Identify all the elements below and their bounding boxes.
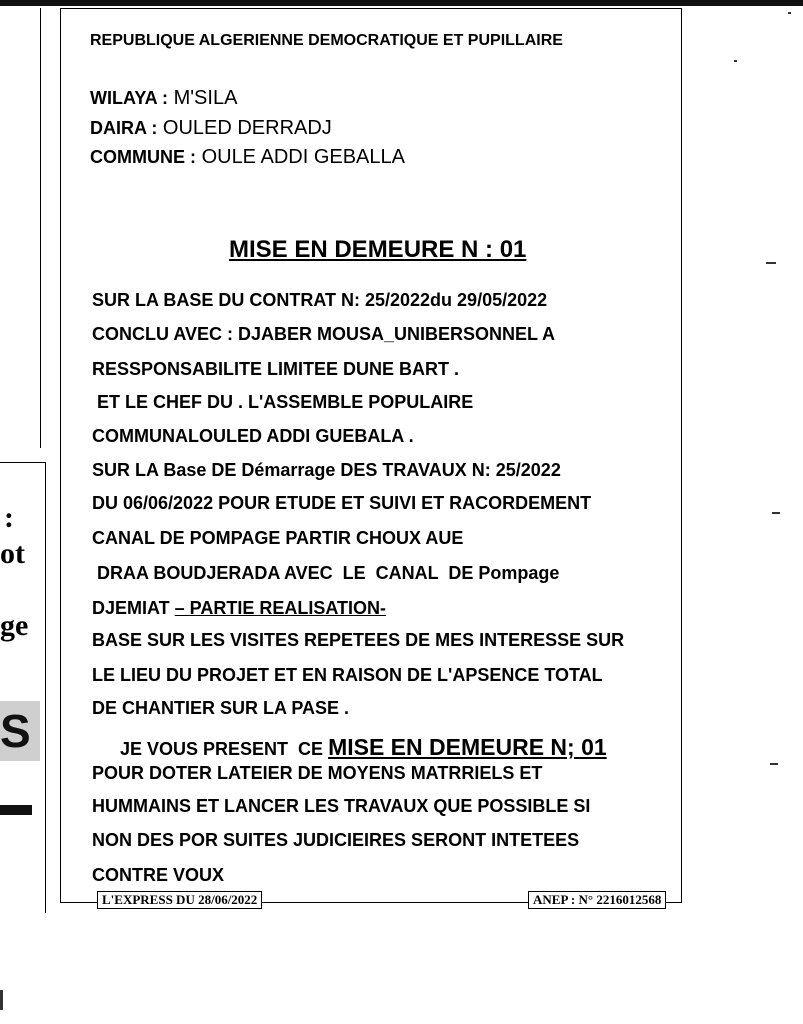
body-line-18: CONTRE VOUX	[92, 865, 225, 885]
adjacent-column-top	[0, 8, 41, 448]
body-line-13: DE CHANTIER SUR LA PASE .	[92, 698, 350, 718]
body-line-17: NON DES POR SUITES JUDICIEIRES SERONT INTETEES	[92, 830, 580, 850]
body-line-3: RESSPONSABILITE LIMITEE DUNE BART .	[92, 359, 460, 379]
republic-header: REPUBLIQUE ALGERIENNE DEMOCRATIQUE ET PUPILLAIRE	[90, 32, 563, 49]
partie-realisation: – PARTIE REALISATION-	[174, 598, 387, 618]
body-line-8: CANAL DE POMPAGE PARTIR CHOUX AUE	[92, 528, 464, 548]
body-line-5: COMMUNALOULED ADDI GUEBALA .	[92, 426, 414, 446]
fragment-colon: :	[4, 501, 14, 534]
body-line-15: POUR DOTER LATEIER DE MOYENS MATRRIELS ET	[92, 763, 543, 783]
scan-speck	[788, 12, 791, 14]
body-line-1: SUR LA BASE DU CONTRAT N: 25/2022du 29/05/2022	[92, 290, 548, 310]
notice-title: MISE EN DEMEURE N : 01	[229, 236, 527, 263]
daira-label: DAIRA :	[90, 118, 158, 138]
wilaya-label: WILAYA :	[90, 88, 169, 108]
anep-label: ANEP : N° 2216012568	[528, 891, 666, 909]
wilaya-value: M'SILA	[173, 87, 238, 109]
body-line-6: SUR LA Base DE Démarrage DES TRAVAUX N: 25/2022	[92, 460, 561, 480]
body-line-11: BASE SUR LES VISITES REPETEES DE MES INTERESSE SUR	[92, 630, 625, 650]
body-line-12: LE LIEU DU PROJET ET EN RAISON DE L'APSENCE TOTAL	[92, 665, 603, 685]
fragment-ge: ge	[0, 609, 29, 642]
present-text: JE VOUS PRESENT CE	[120, 739, 329, 759]
body-line-4: ET LE CHEF DU . L'ASSEMBLE POPULAIRE	[92, 392, 474, 412]
fragment-ot: ot	[0, 537, 25, 570]
source-label: L'EXPRESS DU 28/06/2022	[97, 891, 262, 909]
wilaya-line	[90, 86, 237, 110]
body-line-14	[120, 736, 607, 760]
body-line-2: CONCLU AVEC : DJABER MOUSA_UNIBERSONNEL A	[92, 324, 556, 344]
body-line-10	[92, 597, 386, 619]
commune-line	[90, 145, 405, 169]
adjacent-column-bottom	[0, 462, 46, 913]
body-line-9: DRAA BOUDJERADA AVEC LE CANAL DE Pompage	[92, 563, 560, 583]
notice-title-repeat: MISE EN DEMEURE N; 01	[328, 734, 607, 760]
scan-speck	[0, 990, 3, 1010]
page-top-edge	[0, 0, 803, 6]
fragment-s: S	[0, 701, 40, 761]
commune-value: OULE ADDI GEBALLA	[201, 146, 405, 168]
daira-value: OULED DERRADJ	[162, 117, 332, 139]
daira-line	[90, 116, 332, 140]
fragment-bar	[0, 805, 32, 815]
scan-speck	[734, 60, 737, 62]
commune-label: COMMUNE :	[90, 147, 196, 167]
scan-speck	[772, 512, 780, 514]
body-line-16: HUMMAINS ET LANCER LES TRAVAUX QUE POSSIBLE SI	[92, 796, 591, 816]
djemiat-text: DJEMIAT	[92, 598, 175, 618]
scan-speck	[770, 763, 778, 765]
body-line-7: DU 06/06/2022 POUR ETUDE ET SUIVI ET RACORDEMENT	[92, 493, 592, 513]
scan-speck	[766, 262, 776, 264]
